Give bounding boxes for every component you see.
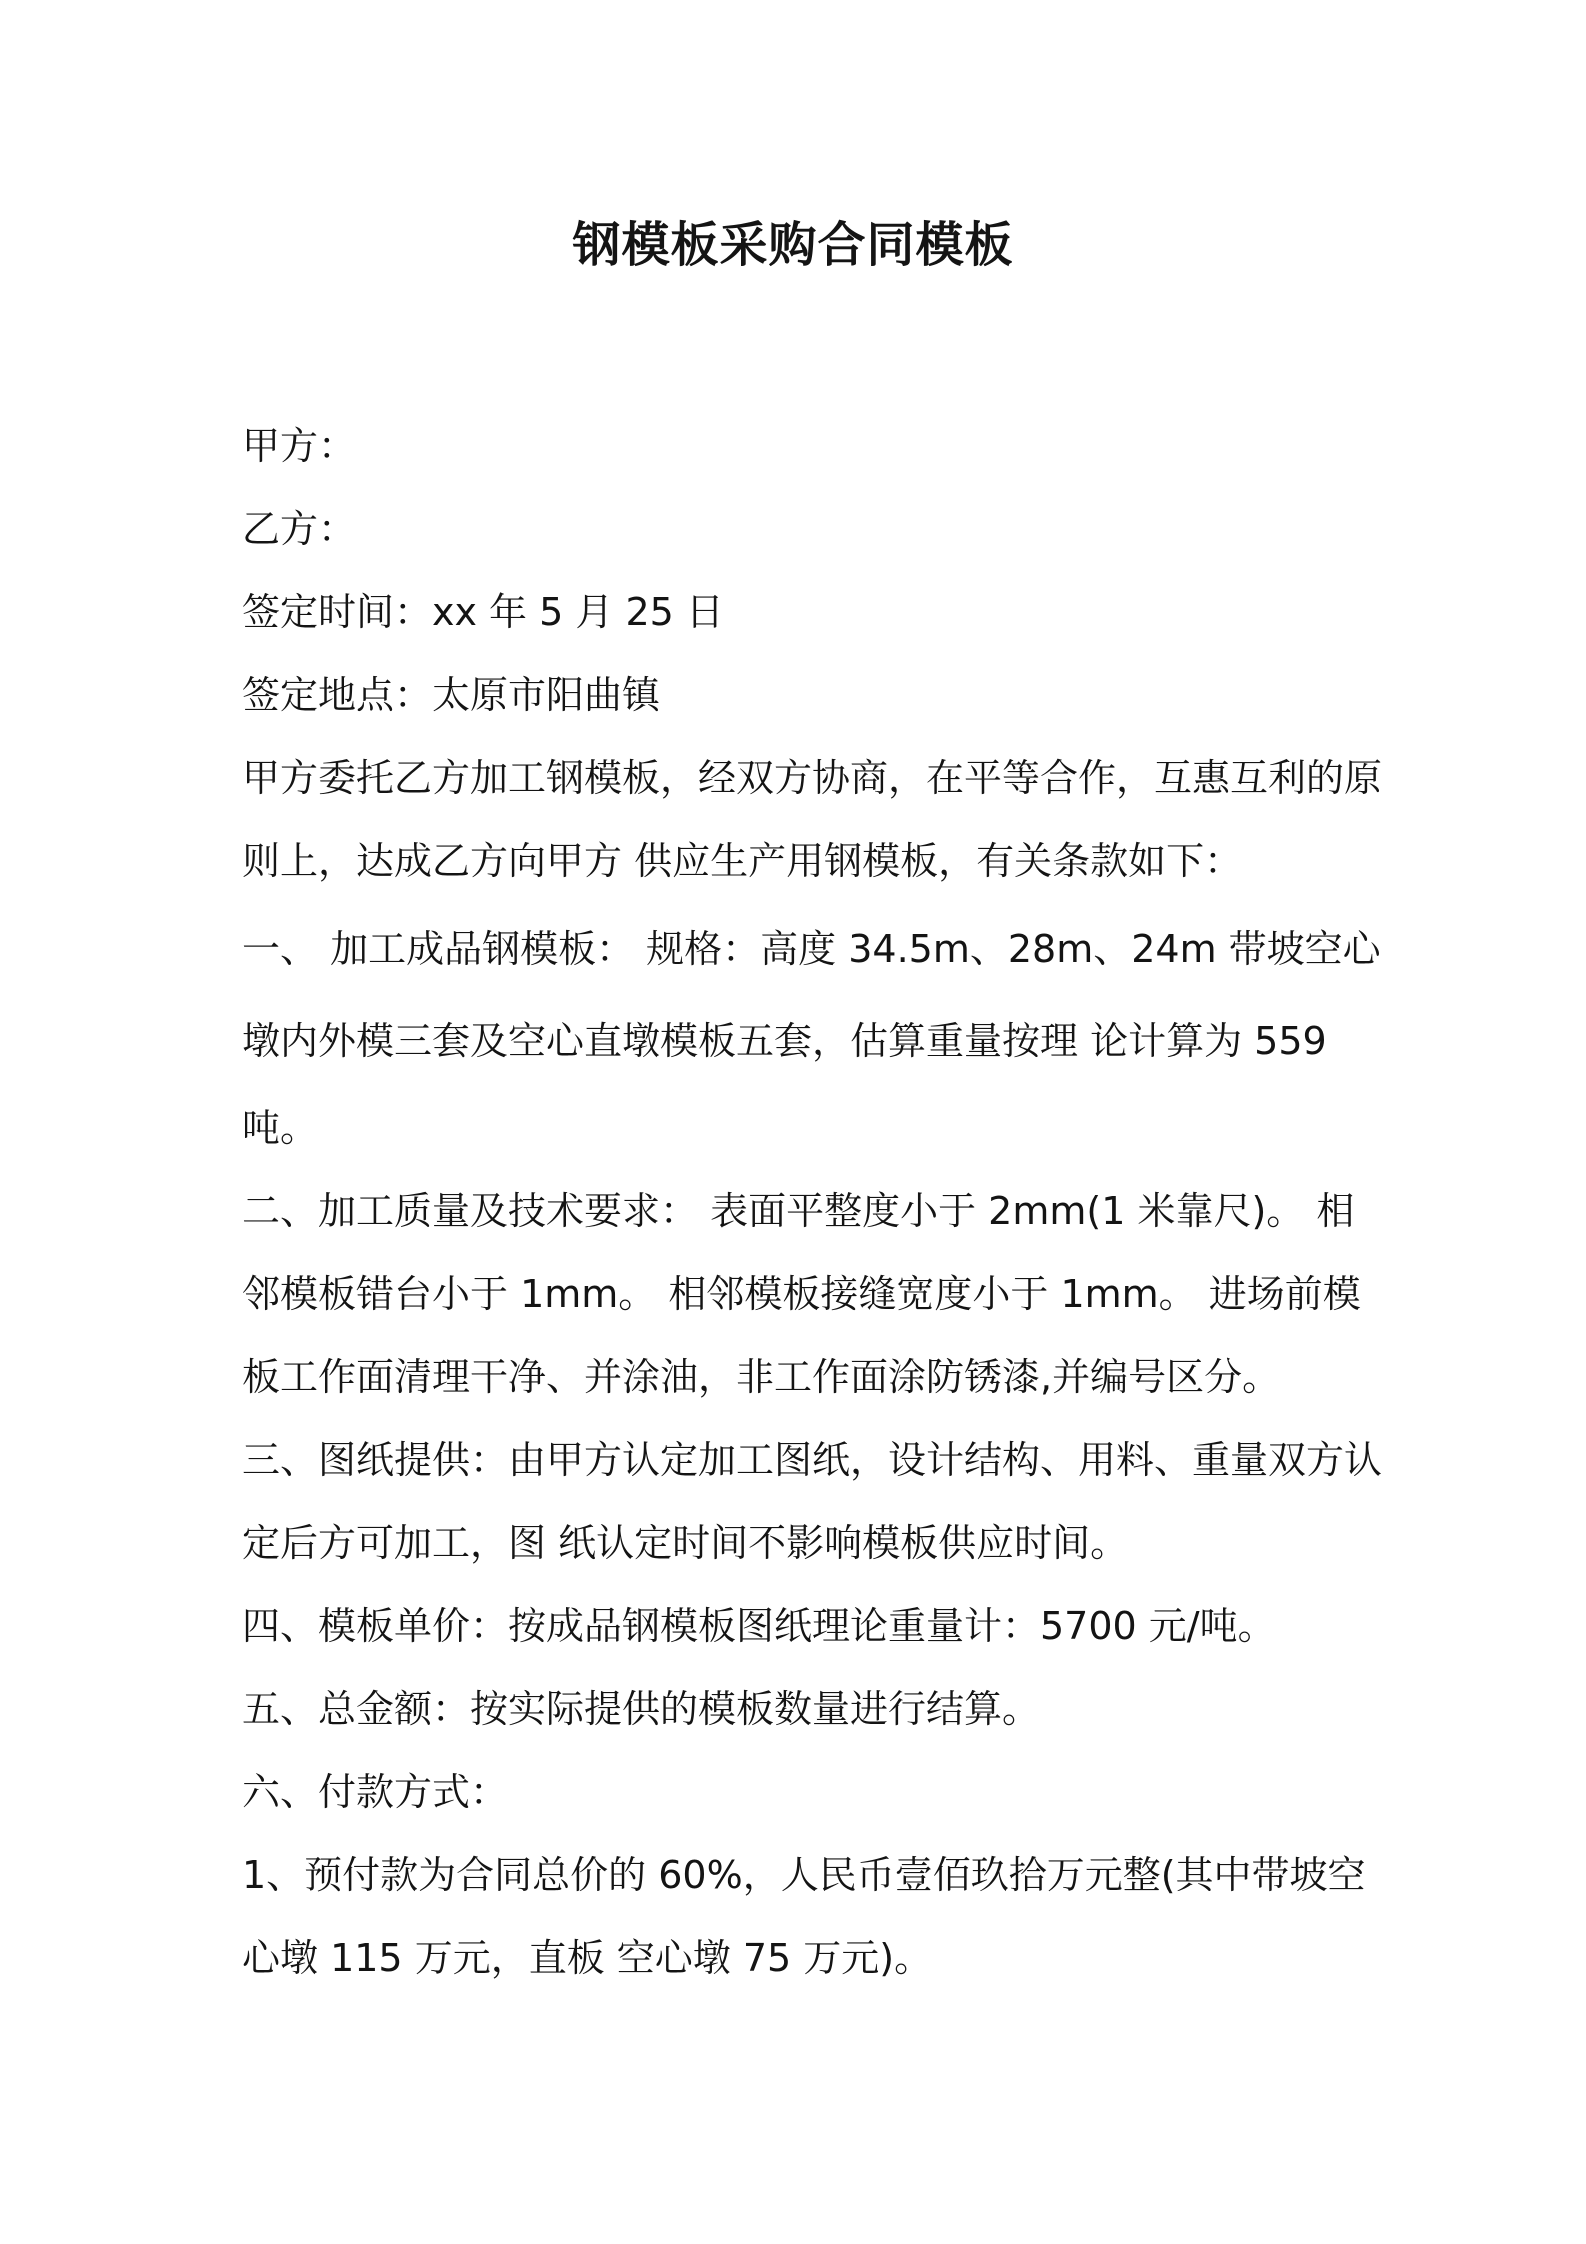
clause-3-line-2: 定后方可加工，图 纸认定时间不影响模板供应时间。 xyxy=(242,1521,1129,1565)
document-title: 钢模板采购合同模板 xyxy=(572,217,1014,273)
clause-1-line-2: 墩内外模三套及空心直墩模板五套，估算重量按理 论计算为 559 xyxy=(242,1019,1327,1063)
clause-5-line: 五、总金额：按实际提供的模板数量进行结算。 xyxy=(242,1687,1041,1731)
clause-2-line-1: 二、加工质量及技术要求： 表面平整度小于 2mm(1 米靠尺)。 相 xyxy=(242,1189,1355,1233)
party-b-line: 乙方： xyxy=(242,507,357,551)
clause-1-line-1: 一、 加工成品钢模板： 规格：高度 34.5m、28m、24m 带坡空心 xyxy=(242,927,1381,971)
clause-2-line-3: 板工作面清理干净、并涂油，非工作面涂防锈漆,并编号区分。 xyxy=(242,1355,1281,1399)
signing-date-line: 签定时间：xx 年 5 月 25 日 xyxy=(242,590,724,634)
preamble-line-1: 甲方委托乙方加工钢模板，经双方协商，在平等合作，互惠互利的原 xyxy=(242,756,1383,800)
document-body xyxy=(242,405,1383,2000)
clause-2-line-2: 邻模板错台小于 1mm。 相邻模板接缝宽度小于 1mm。 进场前模 xyxy=(242,1272,1361,1316)
preamble-line-2: 则上，达成乙方向甲方 供应生产用钢模板，有关条款如下： xyxy=(242,839,1243,883)
clause-1-line-3: 吨。 xyxy=(242,1106,319,1150)
clause-3-line-1: 三、图纸提供：由甲方认定加工图纸，设计结构、用料、重量双方认 xyxy=(242,1438,1383,1482)
payment-item-1-line-2: 心墩 115 万元，直板 空心墩 75 万元)。 xyxy=(242,1936,933,1980)
payment-item-1-line-1: 1、预付款为合同总价的 60%，人民币壹佰玖拾万元整(其中带坡空 xyxy=(242,1853,1366,1897)
party-a-line: 甲方： xyxy=(242,424,357,468)
signing-place-line: 签定地点：太原市阳曲镇 xyxy=(242,673,661,717)
clause-4-line: 四、模板单价：按成品钢模板图纸理论重量计：5700 元/吨。 xyxy=(242,1604,1276,1648)
clause-6-heading: 六、付款方式： xyxy=(242,1770,509,1814)
